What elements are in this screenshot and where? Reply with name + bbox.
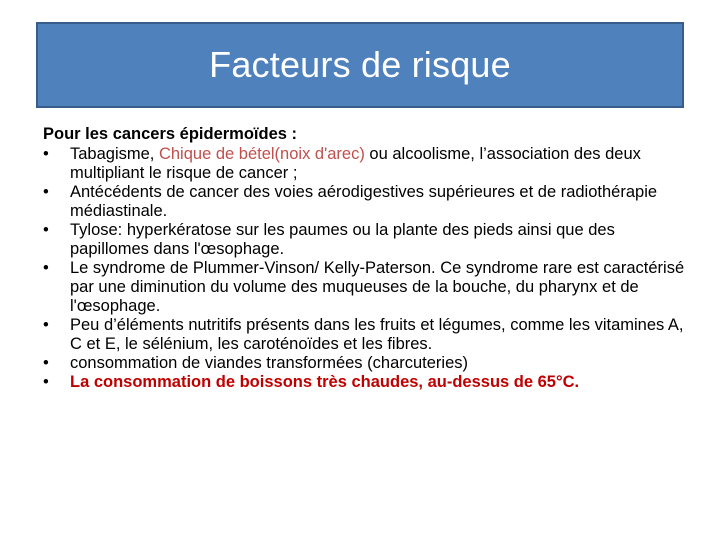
list-item-tail: ou alcoolisme, l’association des deux multipliant le risque de cancer ; [70, 145, 641, 182]
list-item-text: Tylose: hyperkératose sur les paumes ou la plante des pieds ainsi que des papillomes dans l'œsophage. [70, 221, 615, 258]
intro-line: Pour les cancers épidermoïdes : [43, 125, 298, 143]
list-item-hot-drinks [43, 373, 693, 392]
list-item-processed-meat [43, 354, 693, 373]
slide-content [43, 125, 693, 392]
list-item-lead: Tabagisme, [70, 145, 159, 163]
list-item-tylosis [43, 221, 693, 259]
list-item-plummer-vinson [43, 259, 693, 316]
list-item-nutrients [43, 316, 693, 354]
list-item-text: consommation de viandes transformées (charcuteries) [70, 354, 469, 372]
bullet-marker: • [43, 221, 49, 239]
bullet-marker: • [43, 316, 49, 334]
list-item-tobacco [43, 145, 693, 183]
bullet-marker: • [43, 259, 49, 277]
bullet-marker: • [43, 183, 49, 201]
risk-factor-list [43, 145, 693, 392]
list-item-highlight: Chique de bétel(noix d'arec) [158, 145, 365, 163]
slide-title-box [36, 22, 684, 108]
list-item-text: Peu d’éléments nutritifs présents dans les fruits et légumes, comme les vitamines A, C et E, le sélénium, les caroténoïdes et les fibres. [70, 316, 684, 353]
slide-title: Facteurs de risque [209, 44, 511, 85]
list-item-history [43, 183, 693, 221]
list-item-text: Antécédents de cancer des voies aérodigestives supérieures et de radiothérapie médiastinale. [70, 183, 658, 220]
bullet-marker: • [43, 145, 49, 163]
list-item-text: La consommation de boissons très chaudes, au-dessus de 65°C. [70, 373, 580, 391]
bullet-marker: • [43, 354, 49, 372]
list-item-text: Le syndrome de Plummer-Vinson/ Kelly-Paterson. Ce syndrome rare est caractérisé par une diminution du volume des muqueuses de la bouche, du pharynx et de l'œsophage. [70, 259, 685, 315]
bullet-marker: • [43, 373, 49, 391]
